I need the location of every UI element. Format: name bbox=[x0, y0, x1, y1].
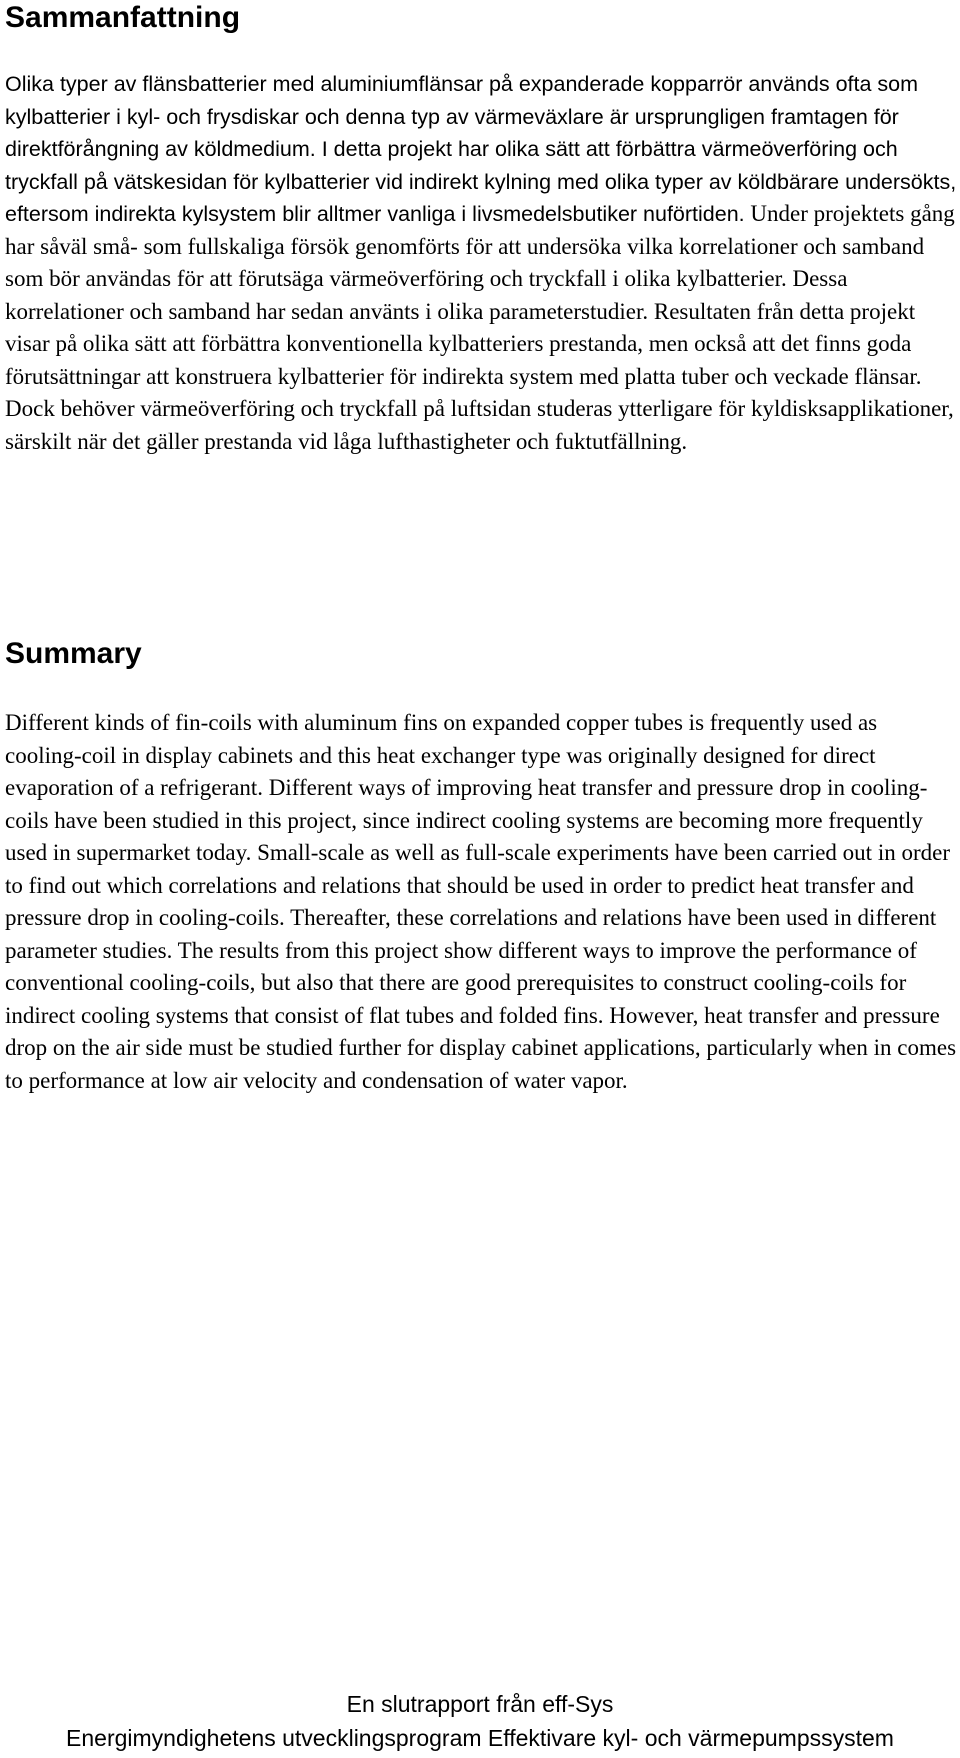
english-summary-heading: Summary bbox=[5, 637, 142, 670]
swedish-summary-heading: Sammanfattning bbox=[5, 1, 241, 34]
program-name-line: Energimyndighetens utvecklingsprogram Effektivare kyl- och värmepumpssystem bbox=[66, 1725, 894, 1751]
swedish-paragraph-results: Under projektets gång har såväl små- som fullskaliga försök genomförts för att undersöka vilka korrelationer och samband som bör användas för att förutsäga värmeöverföring och tryckfall i olika kylbatterier. Dessa korrelationer och samband har sedan använts i olika parameterstudier. Resultaten från detta projekt visar på olika sätt att förbättra konventionella kylbatteriers prestanda, men också att det finns goda förutsättningar att konstruera kylbatterier för indirekta system med platta tuber och veckade flänsar. Dock behöver värmeöverföring och tryckfall på luftsidan studeras ytterligare för kyldisksapplikationer, särskilt när det gäller prestanda vid låga lufthastigheter och fuktutfällning. bbox=[5, 201, 955, 454]
report-source-line: En slutrapport från eff-Sys bbox=[346, 1691, 614, 1717]
english-summary-paragraph: Different kinds of fin-coils with aluminum fins on expanded copper tubes is frequently used as cooling-coil in display cabinets and this heat exchanger type was originally designed for direct evaporation of a refrigerant. Different ways of improving heat transfer and pressure drop in cooling-coils have been studied in this project, since indirect cooling systems are becoming more frequently used in supermarket today. Small-scale as well as full-scale experiments have been carried out in order to find out which correlations and relations that should be used in order to predict heat transfer and pressure drop in cooling-coils. Thereafter, these correlations and relations have been used in different parameter studies. The results from this project show different ways to improve the performance of conventional cooling-coils, but also that there are good prerequisites to construct cooling-coils for indirect cooling systems that consist of flat tubes and folded fins. However, heat transfer and pressure drop on the air side must be studied further for display cabinet applications, particularly when in comes to performance at low air velocity and condensation of water vapor. bbox=[5, 710, 957, 1093]
swedish-paragraph-project-scope: I detta projekt har olika sätt att förbättra värmeöverföring och tryckfall på vätskesidan för kylbatterier vid indirekt kylning med olika typer av köldbärare undersökts, eftersom indirekta kylsystem blir alltmer vanliga i livsmedelsbutiker nuförtiden. bbox=[5, 137, 957, 226]
swedish-paragraph-intro: Olika typer av flänsbatterier med aluminiumflänsar på expanderade kopparrör används ofta som kylbatterier i kyl- och frysdiskar och denna typ av värmeväxlare är ursprungligen framtagen för direktförångning av köldmedium. bbox=[5, 72, 919, 161]
swedish-summary-paragraph bbox=[5, 68, 957, 458]
